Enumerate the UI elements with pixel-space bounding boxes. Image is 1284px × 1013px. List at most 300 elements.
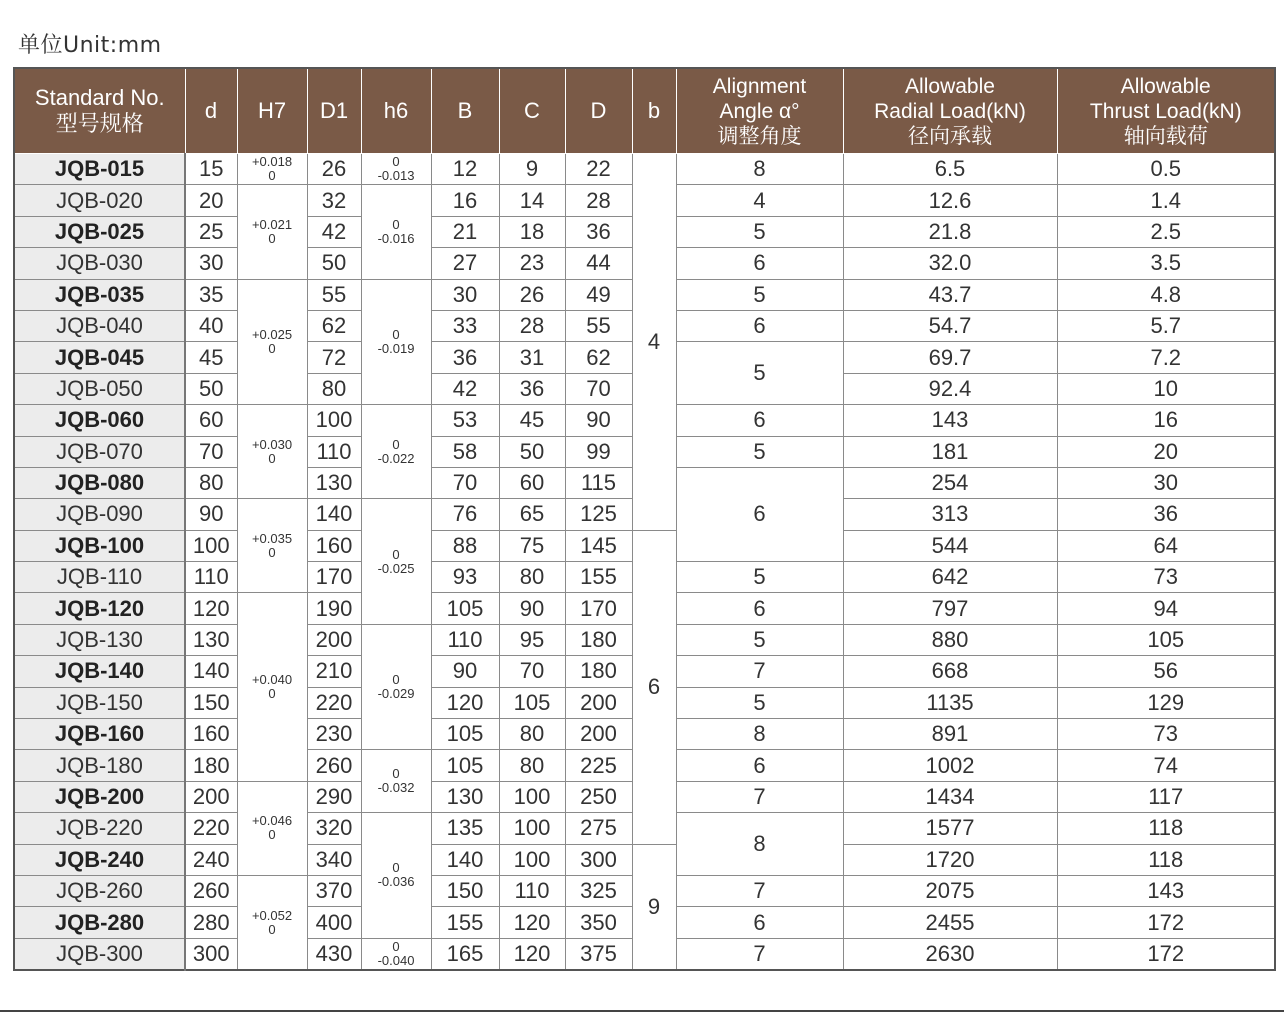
radial-load-cell: 880 [843,624,1057,655]
outer-d-cell: 22 [565,154,632,185]
model-cell: JQB-025 [14,216,185,247]
radial-load-cell: 21.8 [843,216,1057,247]
c-cell: 100 [499,844,565,875]
table-row [14,154,1275,185]
header-c: C [499,68,565,154]
b-small-cell: 4 [632,154,676,531]
h6-tolerance [361,813,431,939]
header-model-en: Standard No. [34,85,165,110]
h6-tolerance-lower: -0.036 [377,874,415,890]
model-cell: JQB-260 [14,875,185,906]
b-width-cell: 135 [431,813,499,844]
b-width-cell: 90 [431,656,499,687]
radial-load-cell: 181 [843,436,1057,467]
header-outer-d: D [565,68,632,154]
h6-tolerance-upper: 0 [392,436,400,452]
h7-tolerance-lower: 0 [268,230,276,246]
b-width-cell: 21 [431,216,499,247]
d1-cell: 26 [307,154,361,185]
d-cell: 140 [185,656,237,687]
model-cell: JQB-130 [14,624,185,655]
thrust-load-cell: 129 [1057,687,1275,718]
model-cell: JQB-080 [14,467,185,498]
radial-load-cell: 668 [843,656,1057,687]
b-width-cell: 12 [431,154,499,185]
angle-cell: 7 [676,938,843,970]
header-b-width: B [431,68,499,154]
thrust-load-cell: 16 [1057,405,1275,436]
b-width-cell: 130 [431,781,499,812]
radial-load-cell: 544 [843,530,1057,561]
radial-load-cell: 12.6 [843,185,1057,216]
radial-load-cell: 1577 [843,813,1057,844]
d-cell: 110 [185,562,237,593]
d1-cell: 230 [307,719,361,750]
thrust-load-cell: 73 [1057,562,1275,593]
b-width-cell: 33 [431,310,499,341]
c-cell: 100 [499,813,565,844]
outer-d-cell: 90 [565,405,632,436]
radial-load-cell: 6.5 [843,154,1057,185]
radial-load-cell: 1720 [843,844,1057,875]
angle-cell: 7 [676,875,843,906]
h7-tolerance-lower: 0 [268,686,276,702]
outer-d-cell: 350 [565,907,632,938]
h6-tolerance-lower: -0.019 [377,340,415,356]
h7-tolerance-upper: +0.046 [251,813,293,829]
h7-tolerance-lower: 0 [268,544,276,560]
h7-tolerance-lower: 0 [268,340,276,356]
h6-tolerance-upper: 0 [392,546,400,562]
model-cell: JQB-040 [14,310,185,341]
outer-d-cell: 36 [565,216,632,247]
angle-cell: 8 [676,813,843,876]
d-cell: 90 [185,499,237,530]
d1-cell: 140 [307,499,361,530]
thrust-load-cell: 64 [1057,530,1275,561]
outer-d-cell: 125 [565,499,632,530]
h6-tolerance [361,154,431,185]
outer-d-cell: 44 [565,248,632,279]
c-cell: 45 [499,405,565,436]
outer-d-cell: 300 [565,844,632,875]
d-cell: 120 [185,593,237,624]
radial-load-cell: 2075 [843,875,1057,906]
d-cell: 130 [185,624,237,655]
outer-d-cell: 180 [565,656,632,687]
outer-d-cell: 275 [565,813,632,844]
outer-d-cell: 49 [565,279,632,310]
d1-cell: 72 [307,342,361,373]
c-cell: 14 [499,185,565,216]
angle-cell: 7 [676,656,843,687]
thrust-load-cell: 94 [1057,593,1275,624]
d-cell: 45 [185,342,237,373]
h7-tolerance [237,499,307,593]
angle-cell: 6 [676,593,843,624]
d-cell: 160 [185,719,237,750]
model-cell: JQB-150 [14,687,185,718]
outer-d-cell: 115 [565,467,632,498]
b-width-cell: 53 [431,405,499,436]
h7-tolerance [237,875,307,970]
header-d: d [185,68,237,154]
thrust-load-cell: 118 [1057,813,1275,844]
h7-tolerance [237,781,307,875]
c-cell: 105 [499,687,565,718]
h6-tolerance-upper: 0 [392,672,400,688]
model-cell: JQB-220 [14,813,185,844]
c-cell: 50 [499,436,565,467]
d-cell: 25 [185,216,237,247]
h7-tolerance-upper: +0.052 [251,907,293,923]
d-cell: 80 [185,467,237,498]
b-width-cell: 76 [431,499,499,530]
h7-tolerance-upper: +0.030 [251,436,293,452]
spec-table [13,67,1276,971]
d1-cell: 220 [307,687,361,718]
header-angle-l2: Angle α° [719,99,800,123]
d-cell: 150 [185,687,237,718]
c-cell: 75 [499,530,565,561]
b-width-cell: 27 [431,248,499,279]
c-cell: 9 [499,154,565,185]
h6-tolerance-upper: 0 [392,938,400,954]
model-cell: JQB-240 [14,844,185,875]
outer-d-cell: 180 [565,624,632,655]
b-width-cell: 155 [431,907,499,938]
h6-tolerance [361,405,431,499]
thrust-load-cell: 36 [1057,499,1275,530]
header-thrust-l1: Allowable [1120,74,1211,98]
radial-load-cell: 32.0 [843,248,1057,279]
h6-tolerance-lower: -0.013 [377,168,415,184]
d1-cell: 50 [307,248,361,279]
h7-tolerance-upper: +0.040 [251,672,293,688]
h7-tolerance [237,593,307,781]
h7-tolerance [237,185,307,279]
angle-cell: 5 [676,342,843,405]
d1-cell: 290 [307,781,361,812]
model-cell: JQB-200 [14,781,185,812]
outer-d-cell: 155 [565,562,632,593]
outer-d-cell: 325 [565,875,632,906]
header-thrust-l3: 轴向载荷 [1123,124,1208,148]
d-cell: 280 [185,907,237,938]
unit-label: 单位Unit:mm [18,33,162,58]
h7-tolerance-upper: +0.025 [251,326,293,342]
d-cell: 240 [185,844,237,875]
radial-load-cell: 1135 [843,687,1057,718]
header-thrust-load [1057,68,1275,154]
h6-tolerance [361,185,431,279]
d1-cell: 340 [307,844,361,875]
radial-load-cell: 1002 [843,750,1057,781]
outer-d-cell: 99 [565,436,632,467]
b-width-cell: 93 [431,562,499,593]
outer-d-cell: 145 [565,530,632,561]
d-cell: 40 [185,310,237,341]
d-cell: 70 [185,436,237,467]
d-cell: 200 [185,781,237,812]
angle-cell: 5 [676,687,843,718]
h7-tolerance-lower: 0 [268,168,276,184]
thrust-load-cell: 3.5 [1057,248,1275,279]
d1-cell: 100 [307,405,361,436]
radial-load-cell: 92.4 [843,373,1057,404]
header-angle [676,68,843,154]
b-width-cell: 105 [431,719,499,750]
h6-tolerance [361,279,431,405]
h6-tolerance-upper: 0 [392,860,400,876]
radial-load-cell: 891 [843,719,1057,750]
b-width-cell: 70 [431,467,499,498]
c-cell: 26 [499,279,565,310]
header-b-small: b [632,68,676,154]
h6-tolerance-upper: 0 [392,766,400,782]
b-width-cell: 58 [431,436,499,467]
d1-cell: 160 [307,530,361,561]
radial-load-cell: 2455 [843,907,1057,938]
b-width-cell: 105 [431,750,499,781]
h7-tolerance-lower: 0 [268,921,276,937]
d1-cell: 130 [307,467,361,498]
d-cell: 15 [185,154,237,185]
c-cell: 90 [499,593,565,624]
b-small-cell: 9 [632,844,676,970]
thrust-load-cell: 73 [1057,719,1275,750]
c-cell: 120 [499,938,565,970]
d1-cell: 42 [307,216,361,247]
b-width-cell: 110 [431,624,499,655]
thrust-load-cell: 172 [1057,907,1275,938]
table-row [14,530,1275,561]
d1-cell: 190 [307,593,361,624]
b-width-cell: 42 [431,373,499,404]
d1-cell: 370 [307,875,361,906]
h7-tolerance [237,154,307,185]
thrust-load-cell: 74 [1057,750,1275,781]
b-width-cell: 105 [431,593,499,624]
d1-cell: 32 [307,185,361,216]
radial-load-cell: 2630 [843,938,1057,970]
c-cell: 80 [499,750,565,781]
d1-cell: 170 [307,562,361,593]
b-width-cell: 36 [431,342,499,373]
thrust-load-cell: 2.5 [1057,216,1275,247]
h6-tolerance [361,750,431,813]
thrust-load-cell: 0.5 [1057,154,1275,185]
thrust-load-cell: 118 [1057,844,1275,875]
angle-cell: 6 [676,467,843,561]
angle-cell: 5 [676,216,843,247]
c-cell: 70 [499,656,565,687]
thrust-load-cell: 143 [1057,875,1275,906]
d-cell: 35 [185,279,237,310]
thrust-load-cell: 5.7 [1057,310,1275,341]
h7-tolerance [237,279,307,405]
radial-load-cell: 797 [843,593,1057,624]
model-cell: JQB-050 [14,373,185,404]
outer-d-cell: 62 [565,342,632,373]
header-radial-load [843,68,1057,154]
angle-cell: 5 [676,279,843,310]
radial-load-cell: 1434 [843,781,1057,812]
bottom-divider [0,1010,1284,1012]
radial-load-cell: 43.7 [843,279,1057,310]
h7-tolerance-lower: 0 [268,450,276,466]
h6-tolerance [361,938,431,970]
angle-cell: 7 [676,781,843,812]
b-width-cell: 150 [431,875,499,906]
model-cell: JQB-100 [14,530,185,561]
angle-cell: 8 [676,154,843,185]
h6-tolerance-upper: 0 [392,216,400,232]
c-cell: 65 [499,499,565,530]
angle-cell: 6 [676,907,843,938]
model-cell: JQB-300 [14,938,185,970]
header-h7: H7 [237,68,307,154]
c-cell: 80 [499,562,565,593]
h7-tolerance-upper: +0.035 [251,530,293,546]
thrust-load-cell: 4.8 [1057,279,1275,310]
angle-cell: 8 [676,719,843,750]
d1-cell: 80 [307,373,361,404]
thrust-load-cell: 20 [1057,436,1275,467]
model-cell: JQB-090 [14,499,185,530]
d-cell: 300 [185,938,237,970]
outer-d-cell: 28 [565,185,632,216]
model-cell: JQB-020 [14,185,185,216]
d1-cell: 62 [307,310,361,341]
outer-d-cell: 200 [565,719,632,750]
angle-cell: 6 [676,248,843,279]
header-angle-l1: Alignment [712,74,807,98]
radial-load-cell: 69.7 [843,342,1057,373]
model-cell: JQB-160 [14,719,185,750]
b-width-cell: 165 [431,938,499,970]
h7-tolerance [237,405,307,499]
model-cell: JQB-035 [14,279,185,310]
angle-cell: 5 [676,436,843,467]
d-cell: 20 [185,185,237,216]
radial-load-cell: 254 [843,467,1057,498]
d-cell: 220 [185,813,237,844]
h6-tolerance [361,624,431,750]
radial-load-cell: 313 [843,499,1057,530]
c-cell: 28 [499,310,565,341]
d1-cell: 110 [307,436,361,467]
outer-d-cell: 55 [565,310,632,341]
h6-tolerance-upper: 0 [392,326,400,342]
radial-load-cell: 143 [843,405,1057,436]
b-width-cell: 120 [431,687,499,718]
header-radial-l2: Radial Load(kN) [874,99,1026,123]
model-cell: JQB-060 [14,405,185,436]
thrust-load-cell: 10 [1057,373,1275,404]
h6-tolerance-upper: 0 [392,154,400,170]
outer-d-cell: 225 [565,750,632,781]
d1-cell: 260 [307,750,361,781]
outer-d-cell: 250 [565,781,632,812]
model-cell: JQB-030 [14,248,185,279]
c-cell: 23 [499,248,565,279]
table-body [14,154,1275,971]
thrust-load-cell: 172 [1057,938,1275,970]
thrust-load-cell: 56 [1057,656,1275,687]
b-small-cell: 6 [632,530,676,844]
h6-tolerance-lower: -0.029 [377,686,415,702]
h6-tolerance-lower: -0.016 [377,230,415,246]
angle-cell: 5 [676,624,843,655]
angle-cell: 6 [676,310,843,341]
d1-cell: 320 [307,813,361,844]
d-cell: 30 [185,248,237,279]
thrust-load-cell: 105 [1057,624,1275,655]
angle-cell: 4 [676,185,843,216]
model-cell: JQB-140 [14,656,185,687]
angle-cell: 6 [676,405,843,436]
d-cell: 260 [185,875,237,906]
outer-d-cell: 70 [565,373,632,404]
angle-cell: 6 [676,750,843,781]
h6-tolerance-lower: -0.040 [377,952,415,968]
c-cell: 36 [499,373,565,404]
d1-cell: 210 [307,656,361,687]
c-cell: 120 [499,907,565,938]
header-model [14,68,185,154]
c-cell: 60 [499,467,565,498]
h6-tolerance-lower: -0.022 [377,450,415,466]
d-cell: 50 [185,373,237,404]
c-cell: 100 [499,781,565,812]
b-width-cell: 30 [431,279,499,310]
model-cell: JQB-280 [14,907,185,938]
h6-tolerance [361,499,431,625]
c-cell: 80 [499,719,565,750]
radial-load-cell: 54.7 [843,310,1057,341]
d-cell: 180 [185,750,237,781]
h6-tolerance-lower: -0.025 [377,560,415,576]
header-radial-l3: 径向承载 [908,124,992,148]
radial-load-cell: 642 [843,562,1057,593]
h6-tolerance-lower: -0.032 [377,780,415,796]
h7-tolerance-upper: +0.021 [251,216,293,232]
thrust-load-cell: 7.2 [1057,342,1275,373]
outer-d-cell: 170 [565,593,632,624]
header-h6: h6 [361,68,431,154]
thrust-load-cell: 30 [1057,467,1275,498]
model-cell: JQB-110 [14,562,185,593]
d-cell: 100 [185,530,237,561]
angle-cell: 5 [676,562,843,593]
header-thrust-l2: Thrust Load(kN) [1089,99,1242,123]
model-cell: JQB-015 [14,154,185,185]
model-cell: JQB-045 [14,342,185,373]
b-width-cell: 88 [431,530,499,561]
thrust-load-cell: 117 [1057,781,1275,812]
d1-cell: 400 [307,907,361,938]
model-cell: JQB-120 [14,593,185,624]
outer-d-cell: 375 [565,938,632,970]
header-angle-l3: 调整角度 [717,124,802,148]
b-width-cell: 140 [431,844,499,875]
c-cell: 31 [499,342,565,373]
table-row [14,844,1275,875]
header-row [14,68,1275,154]
header-radial-l1: Allowable [905,74,995,98]
b-width-cell: 16 [431,185,499,216]
